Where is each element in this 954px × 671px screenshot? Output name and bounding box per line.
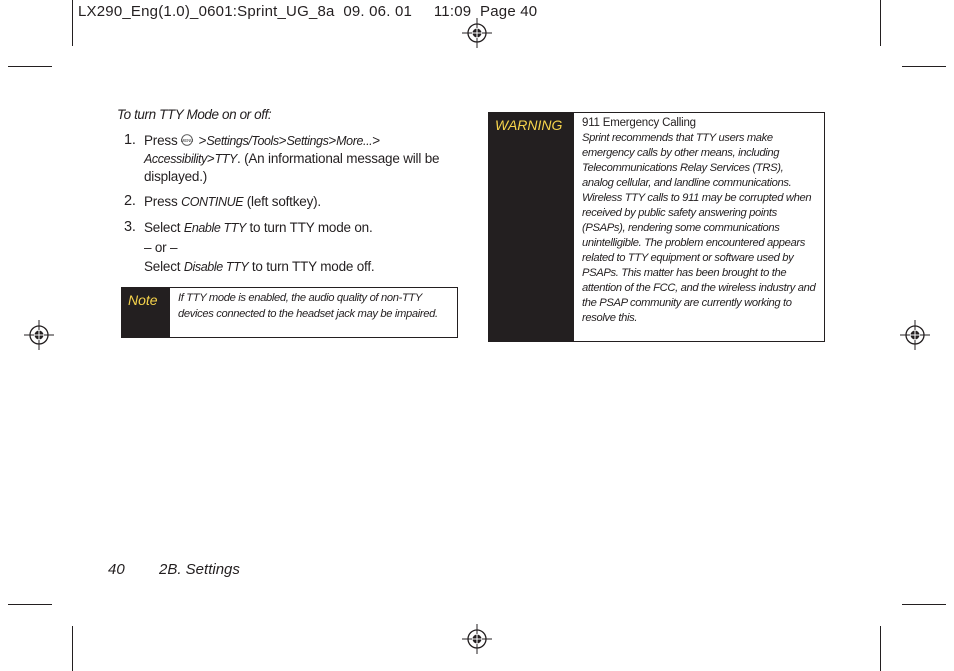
registration-mark-bottom-icon [462,624,492,654]
step-text: (left softkey). [246,194,321,209]
step-text: Press [144,133,178,148]
option-disable-tty: Disable TTY [183,260,249,274]
step-2 [124,193,454,211]
note-text: If TTY mode is enabled, the audio quality of non-TTY devices connected to the headset jack may be impaired. [178,292,438,320]
step-text: Select [144,259,181,274]
menu-path-more: More... [336,134,373,148]
crop-mark-bottom-left-vertical [72,626,73,671]
warning-heading: 911 Emergency Calling [582,117,696,129]
option-enable-tty: Enable TTY [183,221,246,235]
menu-key-icon [181,134,193,146]
crop-mark-top-left-vertical [72,0,73,46]
menu-separator: > [328,133,337,148]
menu-separator: > [278,133,287,148]
step-number: 2. [124,193,136,209]
warning-text: Sprint recommends that TTY users make emergency calls by other means, including Telecommunications Relay Services (TRS), analog cellular, and landline communications. Wireless TTY calls to 911 may be corrupted when received by public safety answering points (PSAPs), rendering some communications unintelligible. The problem encountered appears related to TTY equipment or software used by PSAPs. This matter has been brought to the attention of the FCC, and the wireless industry and the PSAP community are currently working to resolve this. [582,132,816,324]
step-text: to turn TTY mode off. [251,259,375,274]
menu-separator: > [372,133,380,148]
step-text: to turn TTY mode on. [249,220,373,235]
page-number: 40 [108,561,125,578]
note-label: Note [122,288,170,337]
menu-separator: > [198,133,207,148]
registration-mark-top-icon [462,18,492,48]
or-separator: – or – [144,240,178,255]
procedure-intro: To turn TTY Mode on or off: [117,107,272,122]
step-number: 3. [124,219,136,235]
menu-separator: > [206,151,215,166]
warning-body [574,113,824,341]
step-number: 1. [124,132,136,148]
step-list [124,132,454,284]
menu-path-tty: TTY [214,152,237,166]
softkey-continue: CONTINUE [181,195,244,209]
warning-label: WARNING [489,113,574,341]
registration-mark-right-icon [900,320,930,350]
crop-mark-bottom-right-horizontal [902,604,946,605]
step-text: Select [144,220,181,235]
crop-mark-bottom-right-vertical [880,626,881,671]
crop-mark-top-left-horizontal [8,66,52,67]
step-text: . (An informational message will be displayed.) [144,151,440,184]
warning-callout [488,112,825,342]
crop-mark-top-right-vertical [880,0,881,46]
print-slug-line: LX290_Eng(1.0)_0601:Sprint_UG_8a 09. 06. 01 11:09 Page 40 [78,3,538,20]
svg-text:MENU: MENU [181,138,194,143]
note-callout [121,287,458,338]
step-text: Press [144,194,178,209]
registration-mark-left-icon [24,320,54,350]
section-title: 2B. Settings [159,561,240,578]
crop-mark-bottom-left-horizontal [8,604,52,605]
menu-path-accessibility: Accessibility [144,152,207,166]
crop-mark-top-right-horizontal [902,66,946,67]
menu-path-settings-tools: Settings/Tools [206,134,279,148]
step-1 [124,132,454,185]
step-3 [124,219,454,276]
menu-path-settings: Settings [286,134,329,148]
